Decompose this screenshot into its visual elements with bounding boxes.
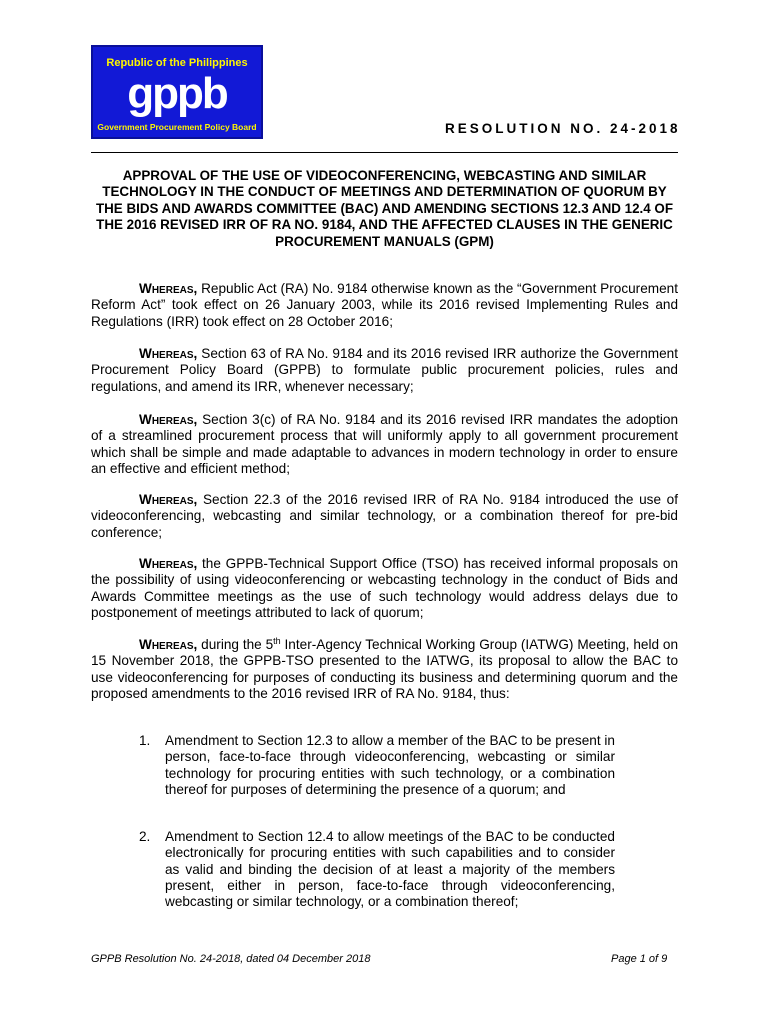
whereas-paragraph-6 (91, 637, 678, 702)
paragraph-text-continued: Inter-Agency Technical Working Group (IATWG) Meeting, held on 15 November 2018, the GPPB-TSO presented to the IATWG, its proposal to allow the BAC to use videoconferencing for purposes of conducting its business and determining quorum and the proposed amendments to the 2016 revised IRR of RA No. 9184, thus: (91, 637, 679, 701)
list-text: Amendment to Section 12.4 to allow meetings of the BAC to be conducted electronically for procuring entities with such capabilities and to consider as valid and binding the decision of at least a majority of the members present, either in person, face-to-face through videoconferencing, webcasting or similar technology, or a combination thereof; (165, 829, 615, 910)
whereas-lead: Whereas, (139, 492, 198, 507)
list-number: 2. (139, 829, 151, 844)
logo-mark: gppb (127, 69, 227, 118)
paragraph-text: Section 63 of RA No. 9184 and its 2016 revised IRR authorize the Government Procurement Policy Board (GPPB) to formulate public procurement policies, rules and regulations, and amend its IRR, whenever necessary; (91, 346, 678, 394)
gppb-logo (91, 45, 263, 139)
ordinal-suffix: th (273, 636, 281, 646)
paragraph-text: during the 5 (201, 637, 274, 652)
paragraph-text: the GPPB-Technical Support Office (TSO) has received informal proposals on the possibility of using videoconferencing or webcasting technology in the conduct of Bids and Awards Committee meetings as the use of such technology would address delays due to postponement of meetings attributed to lack of quorum; (91, 556, 679, 620)
paragraph-text: Section 3(c) of RA No. 9184 and its 2016 revised IRR mandates the adoption of a streamlined procurement process that will uniformly apply to all government procurement which shall be simple and made adaptable to advances in modern technology in order to ensure an effective and efficient method; (91, 412, 679, 476)
paragraph-text: Republic Act (RA) No. 9184 otherwise known as the “Government Procurement Reform Act” took effect on 26 January 2003, while its 2016 revised Implementing Rules and Regulations (IRR) took effect on 28 October 2016; (91, 281, 678, 329)
list-item (139, 829, 615, 910)
page-number: Page 1 of 9 (611, 953, 668, 965)
header-divider (91, 152, 678, 153)
whereas-paragraph-5 (91, 556, 678, 621)
whereas-lead: Whereas, (139, 412, 198, 427)
whereas-lead: Whereas, (139, 637, 198, 652)
footer-citation: GPPB Resolution No. 24-2018, dated 04 December 2018 (91, 953, 371, 965)
whereas-paragraph-4 (91, 492, 678, 541)
logo-top-text: Republic of the Philippines (106, 57, 248, 69)
whereas-paragraph-1 (91, 281, 678, 330)
whereas-paragraph-2 (91, 346, 678, 395)
list-item (139, 733, 615, 798)
list-number: 1. (139, 733, 151, 748)
paragraph-text: Section 22.3 of the 2016 revised IRR of RA No. 9184 introduced the use of videoconferencing, webcasting and similar technology, or a combination thereof for pre-bid conference; (91, 492, 678, 540)
whereas-paragraph-3 (91, 412, 678, 477)
logo-bottom-text: Government Procurement Policy Board (97, 122, 257, 132)
resolution-number: RESOLUTION NO. 24-2018 (445, 121, 681, 136)
whereas-lead: Whereas, (139, 556, 198, 571)
resolution-title: APPROVAL OF THE USE OF VIDEOCONFERENCING, WEBCASTING AND SIMILAR TECHNOLOGY IN THE CONDUCT OF MEETINGS AND DETERMINATION OF QUORUM BY THE BIDS AND AWARDS COMMITTEE (BAC) AND AMENDING SECTIONS 12.3 AND 12.4 OF THE 2016 REVISED IRR OF RA NO. 9184, AND THE AFFECTED CLAUSES IN THE GENERIC PROCUREMENT MANUALS (GPM) (95, 168, 674, 249)
whereas-lead: Whereas, (139, 281, 198, 296)
list-text: Amendment to Section 12.3 to allow a member of the BAC to be present in person, face-to-face through videoconferencing, webcasting or similar technology for procuring entities with such technology, or a combination thereof for purposes of determining the presence of a quorum; and (165, 733, 615, 797)
whereas-lead: Whereas, (139, 346, 198, 361)
